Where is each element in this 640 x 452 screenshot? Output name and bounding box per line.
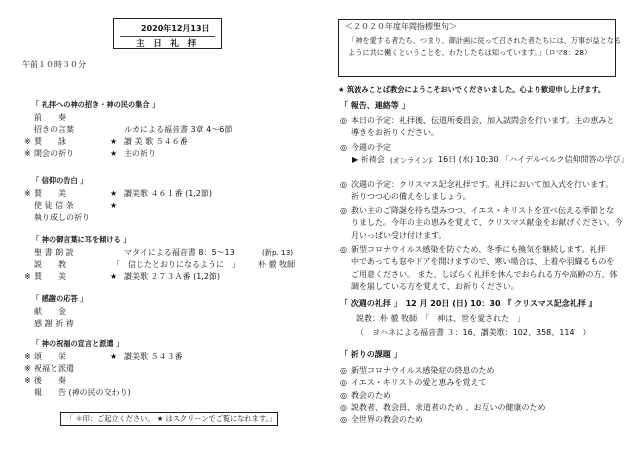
- bullet-icon: ◎: [340, 390, 347, 400]
- online-tag: (オンライン): [390, 156, 432, 166]
- reports-heading: 「 報告、連絡等 」: [340, 101, 410, 110]
- program-item-label: 執り成しの祈り: [34, 213, 90, 222]
- prayer-item: イエス・キリストの愛と恵みを覚えて: [351, 378, 487, 388]
- section-heading: 「 礼拝への神の招き・神の民の集合 」: [32, 100, 160, 109]
- next-reading: （ ヨハネによる福音書 ３：16、讃美歌：102、358、114 ）: [356, 328, 591, 337]
- prayer-meeting-label: ▶ 祈祷会: [352, 155, 385, 165]
- program-item-label: 聖 書 朗 読: [34, 248, 74, 257]
- standing-mark: ※: [24, 272, 31, 281]
- bullet-icon: ◎: [340, 366, 347, 375]
- screen-star: ★: [110, 272, 118, 281]
- report-line: 次週の予定：クリスマス記念礼拝です。礼拝において加入式を行います。: [351, 180, 614, 189]
- bullet-icon: ◎: [340, 245, 347, 254]
- program-item-detail: 讃美歌 ５４３番: [124, 352, 183, 361]
- report-line: 導きをお祈りください。: [351, 128, 439, 138]
- program-item-label: 献 金: [34, 307, 66, 316]
- screen-star: ★: [110, 201, 118, 210]
- standing-mark: ※: [24, 149, 31, 158]
- program-item-detail: 「 信じたとおりになるように 」: [112, 260, 240, 269]
- program-item-label: 賛 美: [34, 272, 66, 281]
- bullet-icon: ◎: [340, 415, 347, 425]
- program-item-label: 感 謝 祈 祷: [34, 319, 74, 328]
- program-item-label: 頌 栄: [34, 352, 66, 361]
- program-item-label: 開会の祈り: [34, 149, 74, 158]
- program-item-detail: 讃美歌 ２７３Ａ番 (1,2節): [124, 272, 221, 281]
- screen-star: ★: [110, 149, 118, 158]
- report-line: 救い主のご降誕を待ち望みつつ、イエス・キリストを宣べ伝える季節とな: [351, 206, 615, 215]
- program-item-label: 説 教: [34, 260, 66, 269]
- standing-mark: ※: [24, 352, 31, 361]
- program-item-label: 報 告 (神の民の交わり): [34, 388, 131, 397]
- program-item-label: 前 奏: [34, 113, 66, 122]
- report-line: 祈りつつ心の備えをしましょう。: [351, 192, 471, 202]
- bullet-icon: ◎: [340, 378, 347, 388]
- service-title: 主 日 礼 拝: [136, 39, 197, 49]
- report-line: 今週の予定: [351, 143, 391, 152]
- prayer-item: 教会のため: [351, 390, 391, 400]
- program-item-label: 後 奏: [34, 376, 66, 385]
- bullet-icon: ◎: [340, 402, 347, 412]
- report-line: りました。今年の主の恵みを覚えて、クリスマス献金をお献げください。今: [351, 218, 623, 228]
- program-item-label: 賛 詠: [34, 137, 66, 146]
- next-service: 「 次週の礼拝 」 12 月 20日 (日) 10：30 『 クリスマス記念礼拝 』: [340, 299, 597, 308]
- screen-star: ★: [110, 352, 118, 361]
- annual-verse-line-1: 「神を愛する者たち、つまり、御計画に従って召された者たちには、万事が益となる: [348, 36, 622, 45]
- program-item-note: (新p. 13): [262, 248, 294, 257]
- annual-verse-title: ＜２０２０年度年間指標聖句＞: [345, 22, 457, 31]
- header-divider: [120, 36, 215, 37]
- report-line: 月いっぱい受け付けます。: [351, 230, 447, 240]
- program-item-detail: マタイによる福音書 8：5〜13: [124, 248, 235, 257]
- standing-mark: ※: [24, 137, 31, 146]
- bullet-icon: ◎: [340, 143, 347, 152]
- standing-mark: ※: [24, 189, 31, 198]
- program-item-note: 朴 徹 牧師: [258, 260, 296, 269]
- service-date: 2020年12月13日: [141, 24, 210, 33]
- standing-mark: ※: [24, 376, 31, 385]
- screen-star: ★: [110, 189, 118, 198]
- program-item-label: 使 徒 信 条: [34, 201, 74, 210]
- service-time: 午前１０時３０分: [22, 60, 86, 69]
- program-item-label: 招きの言葉: [34, 125, 74, 134]
- section-heading: 「 神の祝福の宣言と派遣 」: [32, 339, 124, 348]
- report-line: 中であっても窓やドアを開けますので、寒い場合は、上着や羽織るものを: [351, 257, 615, 267]
- report-line: 調を崩している方を覚えて、お祈りください。: [351, 282, 519, 292]
- annual-verse-line-2: ように共に働くということを、わたしたちは知っています。」（ロマ8：28）: [348, 48, 592, 57]
- report-line: ご用意ください。 また、しばらく礼拝を休んでおられる方や高齢の方、体: [351, 269, 618, 279]
- prayer-item: 説教者、教会員、求道者のため 、お互いの健康のため: [351, 402, 546, 412]
- program-item-detail: 主の祈り: [124, 149, 156, 158]
- prayer-item: 新型コロナウイルス感染症の終息のため: [351, 366, 495, 375]
- screen-star: ★: [110, 137, 118, 146]
- footnote: 「 ＊印：ご起立ください。 ★ はスクリーンでご覧になれます。」: [66, 414, 277, 423]
- report-line: 新型コロナウイルス感染を防ぐため、冬季にも換気を継続します。礼拝: [351, 245, 606, 254]
- bullet-icon: ◎: [340, 116, 347, 125]
- program-item-detail: 讃 美 歌 ５４６番: [124, 137, 188, 146]
- section-heading: 「 神の御言葉に耳を傾ける 」: [32, 235, 131, 244]
- report-line: 本日の予定：礼拝後、伝道所委員会、加入試問会を行います。主の恵みと: [351, 116, 615, 125]
- program-item-label: 祝福と派遣: [34, 364, 74, 373]
- standing-mark: ※: [24, 364, 31, 373]
- program-item-detail: 讃美歌 ４６１番 (1,2節): [124, 189, 213, 198]
- program-item-detail: ルカによる福音書 3章 4〜6節: [124, 125, 233, 134]
- prayer-item: 全世界の教会のため: [351, 415, 423, 425]
- next-sermon: 説教：朴 徹 牧師 「 神は、世を愛された 」: [356, 314, 526, 323]
- bullet-icon: ◎: [340, 206, 347, 215]
- program-item-label: 賛 美: [34, 189, 66, 198]
- welcome-message: ★ 筑波みことば教会にようこそおいでくださいました。心より歓迎申し上げます。: [338, 85, 606, 94]
- prayer-heading: 「 祈りの課題 」: [340, 350, 402, 359]
- prayer-meeting-detail: ：16日 (水) 10:30 「ハイデルベルク信仰問答の学び」: [430, 155, 629, 165]
- section-heading: 「 信仰の告白 」: [32, 176, 88, 185]
- section-heading: 「 感謝の応答 」: [32, 294, 88, 303]
- bullet-icon: ◎: [340, 180, 347, 189]
